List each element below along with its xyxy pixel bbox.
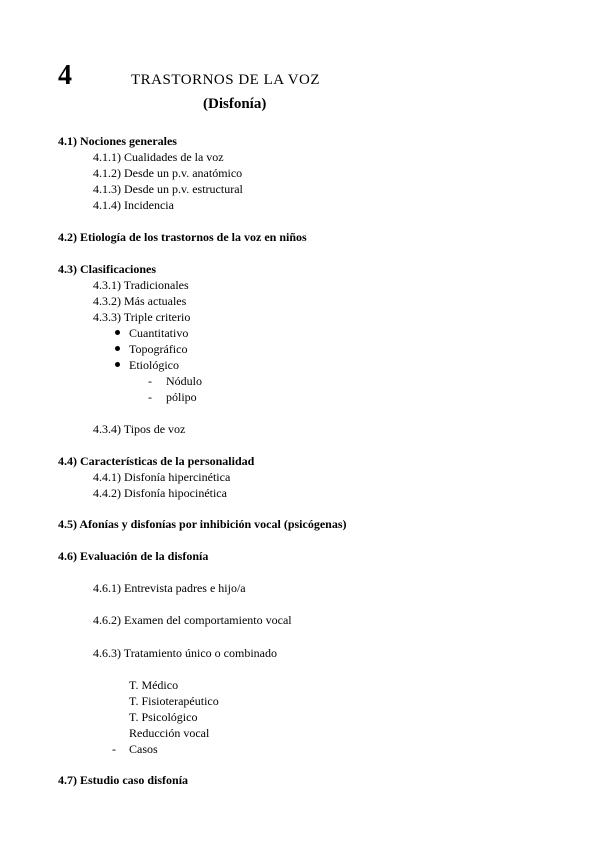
section-heading-4-5: 4.5) Afonías y disfonías por inhibición vocal (psicógenas) — [58, 517, 347, 531]
cases-item: Casos — [129, 742, 158, 756]
dash-marker: - — [112, 742, 116, 756]
treatment-item: T. Médico — [129, 678, 179, 692]
bullet-icon — [115, 362, 120, 367]
list-item: 4.3.2) Más actuales — [93, 294, 187, 308]
chapter-number: 4 — [58, 60, 72, 91]
list-item: 4.1.1) Cualidades de la voz — [93, 150, 224, 164]
section-heading-4-3: 4.3) Clasificaciones — [58, 262, 156, 276]
section-heading-4-4: 4.4) Características de la personalidad — [58, 454, 255, 468]
bullet-icon — [115, 330, 120, 335]
treatment-item: Reducción vocal — [129, 726, 210, 740]
section-heading-4-7: 4.7) Estudio caso disfonía — [58, 773, 189, 787]
list-item: 4.4.1) Disfonía hipercinética — [93, 470, 231, 484]
treatment-item: T. Psicológico — [129, 710, 198, 724]
bullet-item: Topográfico — [129, 342, 188, 356]
list-item: 4.1.3) Desde un p.v. estructural — [93, 182, 243, 196]
page-subtitle: (Disfonía) — [203, 96, 267, 112]
list-item: 4.1.2) Desde un p.v. anatómico — [93, 166, 243, 180]
section-heading-4-2: 4.2) Etiología de los trastornos de la voz en niños — [58, 230, 307, 244]
list-item: 4.6.3) Tratamiento único o combinado — [93, 646, 277, 660]
bullet-item: Etiológico — [129, 358, 179, 372]
dash-item: pólipo — [166, 390, 197, 404]
section-heading-4-1: 4.1) Nociones generales — [58, 134, 177, 148]
list-item: 4.6.2) Examen del comportamiento vocal — [93, 613, 292, 627]
list-item: 4.3.4) Tipos de voz — [93, 422, 186, 436]
bullet-icon — [115, 346, 120, 351]
page-title: TRASTORNOS DE LA VOZ — [131, 72, 321, 88]
bullet-item: Cuantitativo — [129, 326, 189, 340]
list-item: 4.6.1) Entrevista padres e hijo/a — [93, 581, 246, 595]
list-item: 4.3.3) Triple criterio — [93, 310, 191, 324]
list-item: 4.3.1) Tradicionales — [93, 278, 189, 292]
section-heading-4-6: 4.6) Evaluación de la disfonía — [58, 549, 209, 563]
dash-item: Nódulo — [166, 374, 202, 388]
treatment-item: T. Fisioterapéutico — [129, 694, 219, 708]
dash-marker: - — [148, 390, 152, 404]
list-item: 4.4.2) Disfonía hipocinética — [93, 486, 227, 500]
list-item: 4.1.4) Incidencia — [93, 198, 174, 212]
dash-marker: - — [148, 374, 152, 388]
